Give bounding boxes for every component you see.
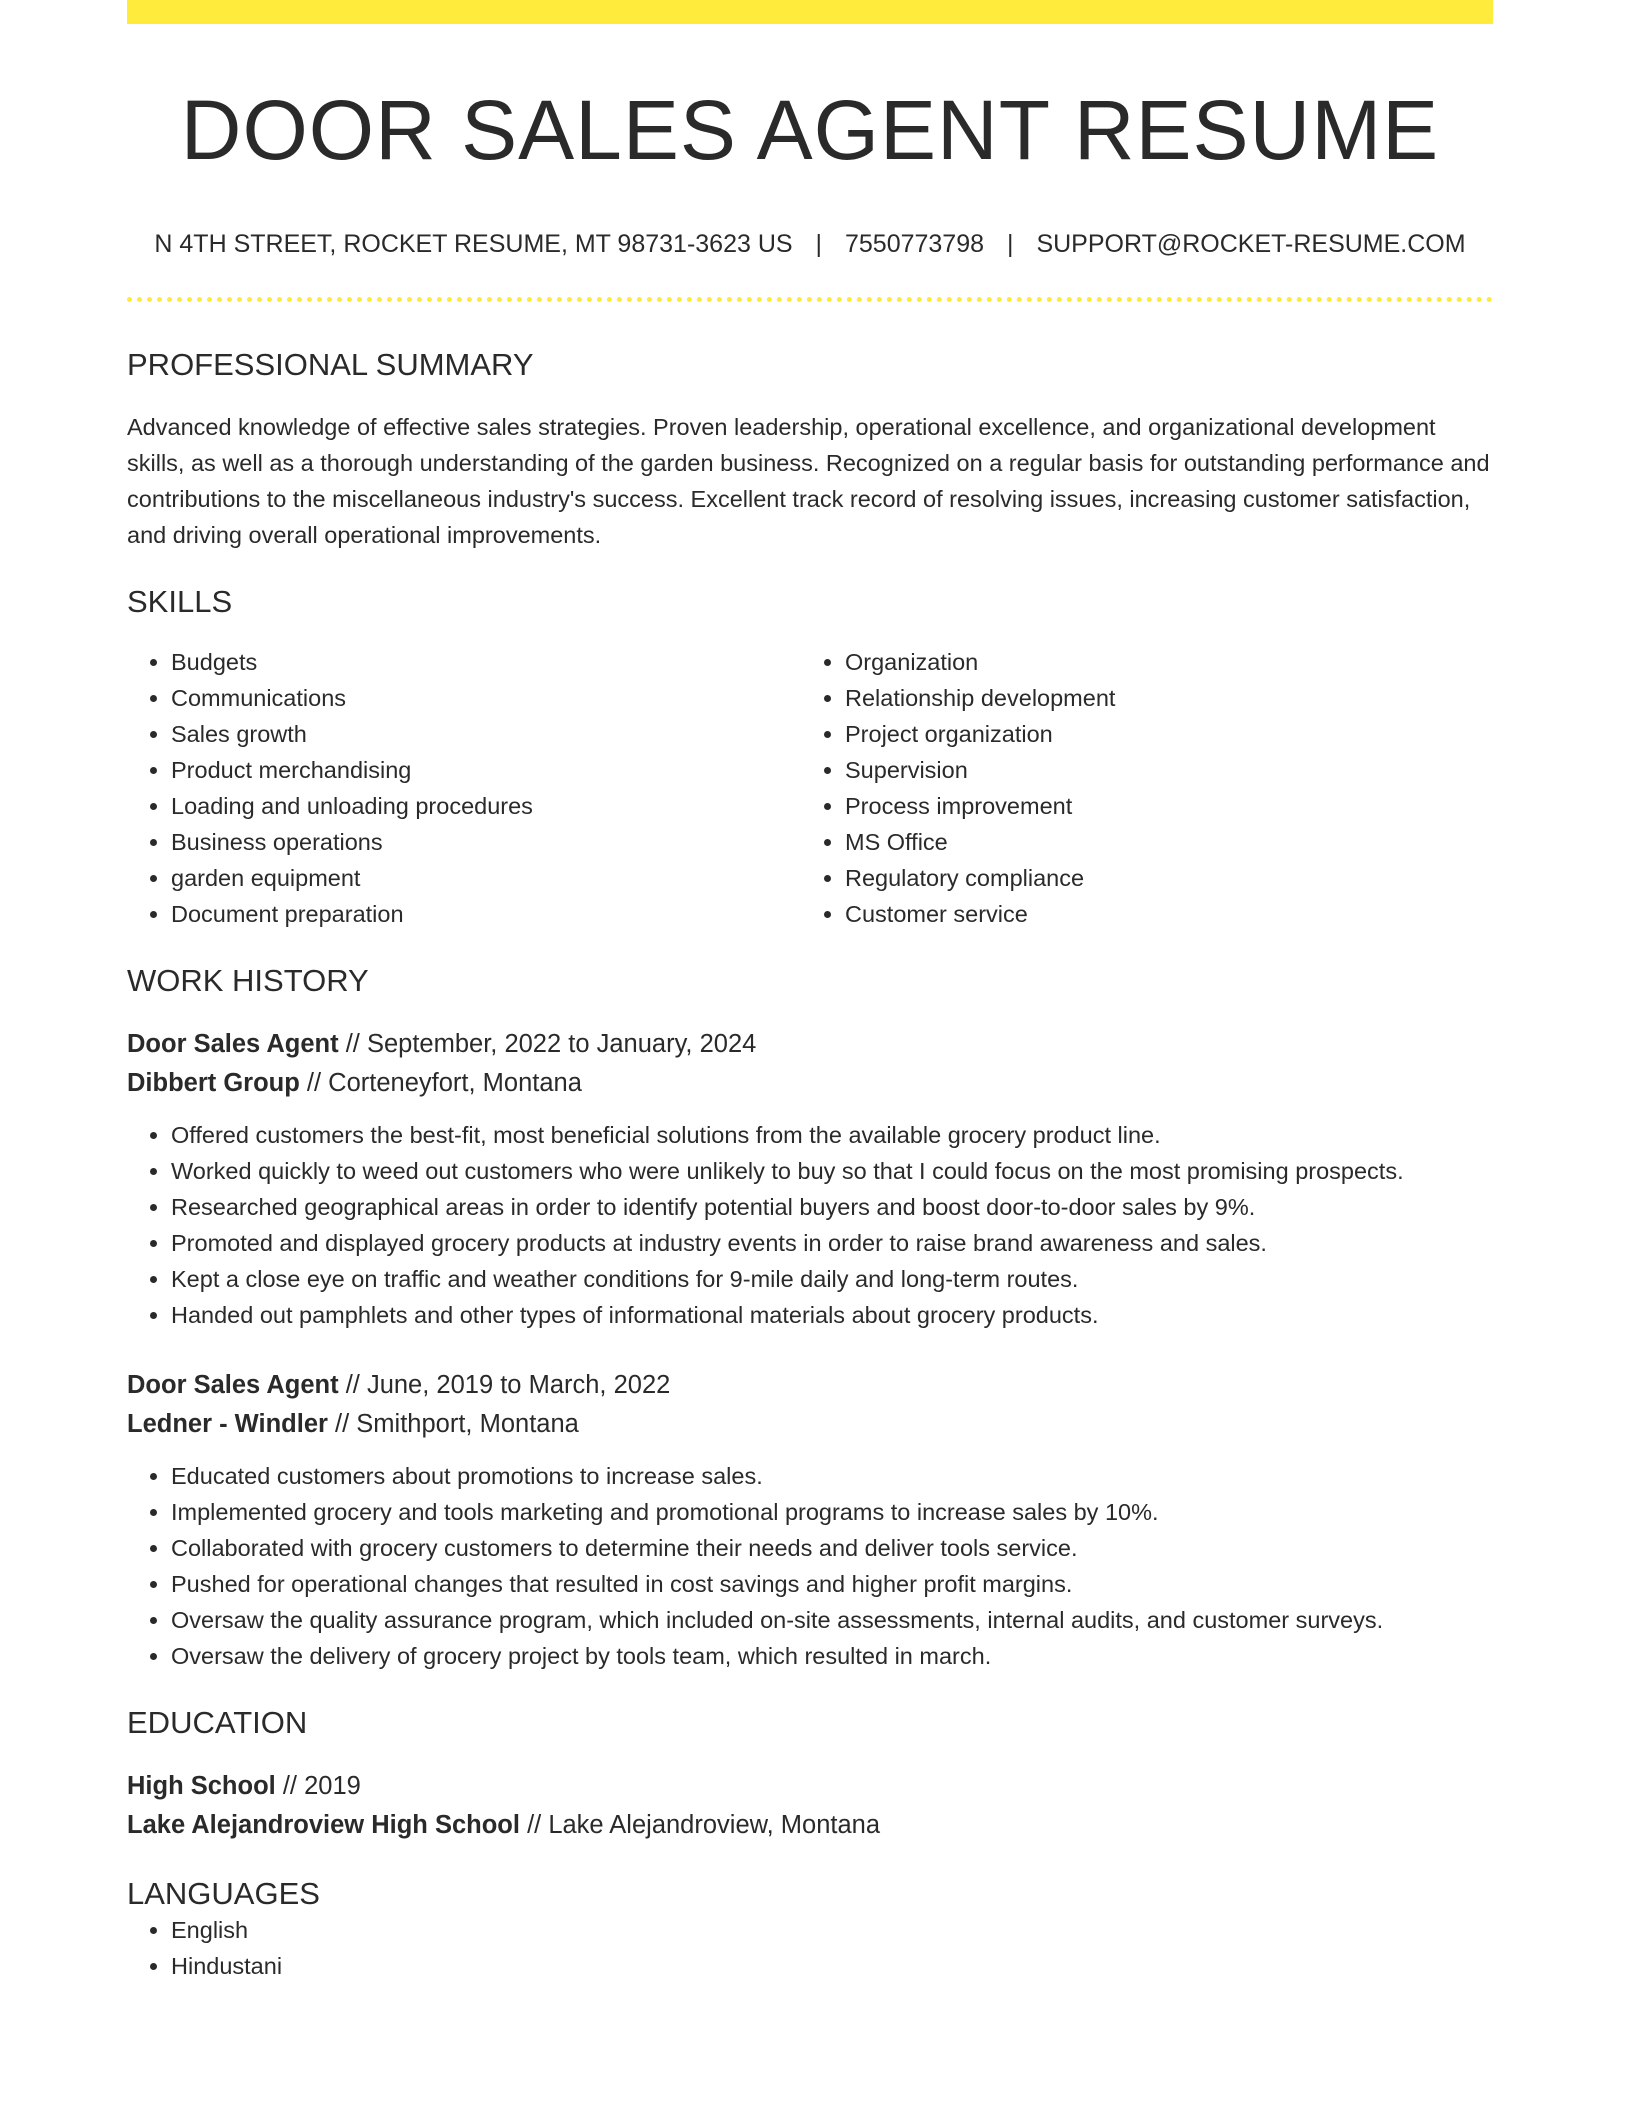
skills-list-left <box>127 644 801 932</box>
list-item: • Kept a close eye on traffic and weather conditions for 9-mile daily and long-term routes. <box>171 1261 1493 1297</box>
job-role: Door Sales Agent <box>127 1370 339 1399</box>
degree: High School <box>127 1772 276 1801</box>
education-entry <box>127 1767 1493 1845</box>
education-heading: EDUCATION <box>127 1704 308 1740</box>
school-line <box>127 1806 1493 1845</box>
separator: | <box>1006 230 1014 259</box>
job-entry <box>127 1366 1493 1674</box>
summary-text: Advanced knowledge of effective sales strategies. Proven leadership, operational excellence, and organizational development skills, as well as a thorough understanding of the garden business. Recognized on a regular basis for outstanding performance and contributions to the miscellaneous industry's success. Excellent track record of resolving issues, increasing customer satisfaction, and driving overall operational improvements. <box>127 413 1490 548</box>
list-item: • Document preparation <box>171 896 801 932</box>
list-item: • Worked quickly to weed out customers who were unlikely to buy so that I could focus on the most promising prospects. <box>171 1153 1493 1189</box>
job-title-line <box>127 1366 1493 1405</box>
job-entry <box>127 1025 1493 1333</box>
job-dates: // June, 2019 to March, 2022 <box>338 1370 671 1399</box>
list-item: • Budgets <box>171 644 801 680</box>
job-company: Ledner - Windler <box>127 1409 328 1438</box>
degree-line <box>127 1767 1493 1806</box>
top-accent-bar <box>127 0 1493 24</box>
list-item: • Handed out pamphlets and other types of informational materials about grocery products. <box>171 1297 1493 1333</box>
list-item: • Regulatory compliance <box>845 860 1475 896</box>
skills-columns <box>127 644 1493 932</box>
list-item: • Offered customers the best-fit, most beneficial solutions from the available grocery product line. <box>171 1117 1493 1153</box>
list-item: • Organization <box>845 644 1475 680</box>
summary-heading: PROFESSIONAL SUMMARY <box>127 347 534 383</box>
list-item: • Collaborated with grocery customers to determine their needs and deliver tools service. <box>171 1530 1493 1566</box>
list-item: • Loading and unloading procedures <box>171 788 801 824</box>
list-item: • Project organization <box>845 716 1475 752</box>
skills-section <box>127 583 1493 932</box>
separator: | <box>815 230 823 259</box>
email: SUPPORT@ROCKET-RESUME.COM <box>1036 230 1466 259</box>
job-role: Door Sales Agent <box>127 1029 339 1058</box>
job-title-line <box>127 1025 1493 1064</box>
job-bullets <box>127 1458 1493 1674</box>
languages-section <box>127 1875 1493 1984</box>
list-item: • Business operations <box>171 824 801 860</box>
skills-heading: SKILLS <box>127 583 233 619</box>
list-item: • Hindustani <box>171 1948 1493 1984</box>
list-item: • Promoted and displayed grocery products at industry events in order to raise brand awareness and sales. <box>171 1225 1493 1261</box>
job-dates: // September, 2022 to January, 2024 <box>338 1029 757 1058</box>
list-item: • Pushed for operational changes that resulted in cost savings and higher profit margins. <box>171 1566 1493 1602</box>
school-name: Lake Alejandroview High School <box>127 1811 520 1840</box>
work-history-heading: WORK HISTORY <box>127 962 369 998</box>
education-section <box>127 1704 1493 1845</box>
job-location: // Smithport, Montana <box>327 1409 579 1438</box>
list-item: • Supervision <box>845 752 1475 788</box>
list-item: • MS Office <box>845 824 1475 860</box>
list-item: • Researched geographical areas in order to identify potential buyers and boost door-to-door sales by 9%. <box>171 1189 1493 1225</box>
list-item: • Process improvement <box>845 788 1475 824</box>
languages-heading: LANGUAGES <box>127 1876 320 1912</box>
job-company-line <box>127 1405 1493 1444</box>
school-location: // Lake Alejandroview, Montana <box>519 1811 881 1840</box>
work-history-section <box>127 962 1493 1674</box>
dotted-divider <box>127 297 1493 302</box>
graduation-year: // 2019 <box>275 1772 361 1801</box>
list-item: • Product merchandising <box>171 752 801 788</box>
skills-list-right <box>801 644 1475 932</box>
list-item: • Educated customers about promotions to increase sales. <box>171 1458 1493 1494</box>
languages-list <box>127 1912 1493 1984</box>
address: N 4TH STREET, ROCKET RESUME, MT 98731-3623 US <box>154 230 793 259</box>
list-item: • Customer service <box>845 896 1475 932</box>
list-item: • English <box>171 1912 1493 1948</box>
job-bullets <box>127 1117 1493 1333</box>
phone: 7550773798 <box>844 230 985 259</box>
list-item: • Oversaw the quality assurance program, which included on-site assessments, internal audits, and customer surveys. <box>171 1602 1493 1638</box>
list-item: • garden equipment <box>171 860 801 896</box>
list-item: • Oversaw the delivery of grocery project by tools team, which resulted in march. <box>171 1638 1493 1674</box>
list-item: • Communications <box>171 680 801 716</box>
job-company-line <box>127 1064 1493 1103</box>
list-item: • Relationship development <box>845 680 1475 716</box>
list-item: • Implemented grocery and tools marketing and promotional programs to increase sales by 10%. <box>171 1494 1493 1530</box>
resume-page <box>127 0 1493 1984</box>
list-item: • Sales growth <box>171 716 801 752</box>
resume-title: DOOR SALES AGENT RESUME <box>180 83 1440 177</box>
contact-line <box>127 229 1493 259</box>
job-company: Dibbert Group <box>127 1068 300 1097</box>
job-location: // Corteneyfort, Montana <box>299 1068 582 1097</box>
